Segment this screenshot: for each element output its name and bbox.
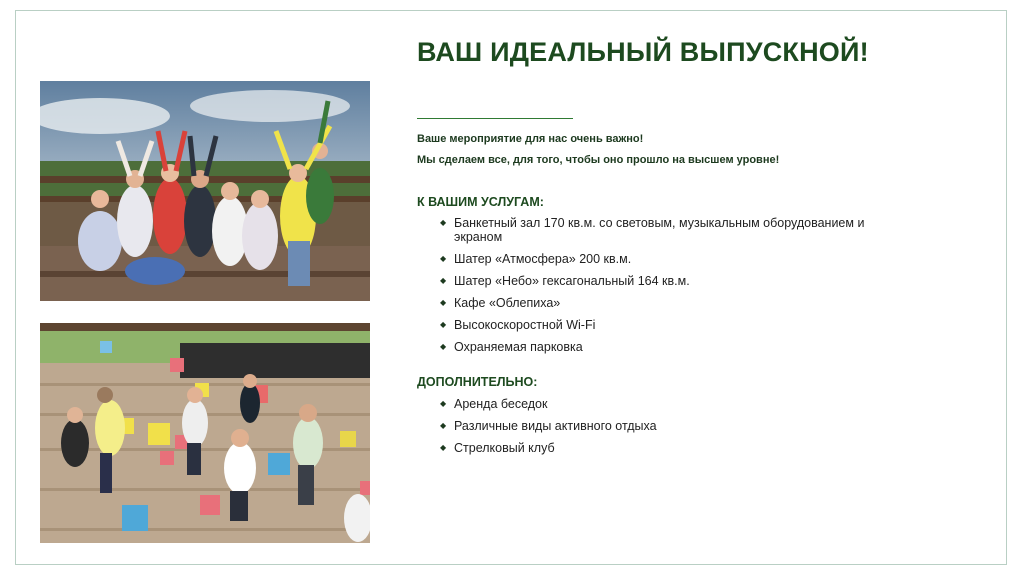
list-item [440, 296, 900, 310]
list-item-text: Шатер «Атмосфера» 200 кв.м. [454, 252, 632, 266]
services-list [440, 216, 900, 362]
list-item [440, 441, 900, 455]
extra-heading: ДОПОЛНИТЕЛЬНО: [417, 375, 538, 389]
photo-children-playing-cubes [40, 323, 370, 543]
bullet-icon: ◆ [440, 399, 447, 408]
page-title: ВАШ ИДЕАЛЬНЫЙ ВЫПУСКНОЙ! [417, 37, 869, 67]
list-item-text: Банкетный зал 170 кв.м. со световым, музыкальным оборудованием и экраном [454, 216, 865, 244]
list-item [440, 274, 900, 288]
list-item-text: Охраняемая парковка [454, 340, 583, 354]
bullet-icon: ◆ [440, 443, 447, 452]
list-item [440, 318, 900, 332]
services-heading: К ВАШИМ УСЛУГАМ: [417, 195, 544, 209]
intro-line: Мы сделаем все, для того, чтобы оно прошло на высшем уровне! [417, 154, 780, 166]
bullet-icon: ◆ [440, 298, 447, 307]
list-item [440, 397, 900, 411]
bullet-icon: ◆ [440, 342, 447, 351]
list-item-text: Шатер «Небо» гексагональный 164 кв.м. [454, 274, 690, 288]
list-item-text: Стрелковый клуб [454, 441, 555, 455]
bullet-icon: ◆ [440, 254, 447, 263]
list-item-text: Высокоскоростной Wi-Fi [454, 318, 596, 332]
list-item-text: Аренда беседок [454, 397, 548, 411]
intro-line: Ваше мероприятие для нас очень важно! [417, 133, 644, 145]
bullet-icon: ◆ [440, 320, 447, 329]
list-item [440, 252, 900, 266]
title-underline [417, 118, 573, 119]
bullet-icon: ◆ [440, 276, 447, 285]
bullet-icon: ◆ [440, 421, 447, 430]
list-item [440, 340, 900, 354]
list-item-text: Различные виды активного отдыха [454, 419, 657, 433]
list-item [440, 419, 900, 433]
photo-children-group [40, 81, 370, 301]
list-item-text: Кафе «Облепиха» [454, 296, 561, 310]
list-item [440, 216, 900, 244]
bullet-icon: ◆ [440, 218, 447, 227]
extra-list [440, 397, 900, 463]
